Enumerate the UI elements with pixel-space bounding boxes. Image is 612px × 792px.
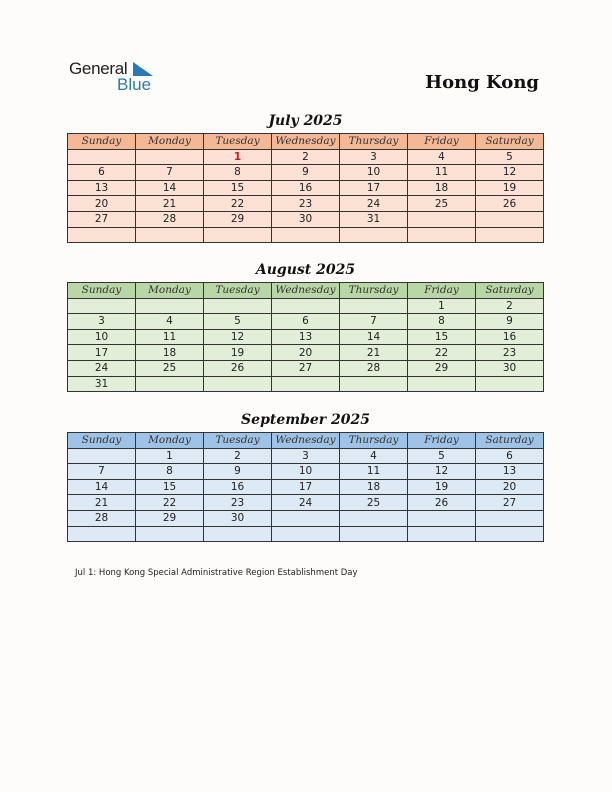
week-row <box>68 464 544 480</box>
empty-day-cell <box>204 526 272 542</box>
day-cell: 29 <box>136 510 204 526</box>
day-cell: 6 <box>68 165 136 181</box>
calendar-sep <box>67 432 544 542</box>
empty-day-cell <box>476 227 544 243</box>
day-cell: 2 <box>476 298 544 314</box>
weekday-header: Monday <box>136 134 204 150</box>
day-cell: 31 <box>340 211 408 227</box>
weekday-header: Saturday <box>476 283 544 299</box>
week-row <box>68 196 544 212</box>
day-cell: 8 <box>204 165 272 181</box>
day-cell: 12 <box>204 329 272 345</box>
week-row <box>68 360 544 376</box>
day-cell: 8 <box>136 464 204 480</box>
empty-day-cell <box>68 526 136 542</box>
day-cell: 19 <box>204 345 272 361</box>
day-cell: 11 <box>340 464 408 480</box>
day-cell: 30 <box>476 360 544 376</box>
week-row <box>68 149 544 165</box>
day-cell: 3 <box>68 314 136 330</box>
week-row <box>68 510 544 526</box>
day-cell: 10 <box>68 329 136 345</box>
day-cell: 21 <box>136 196 204 212</box>
weekday-header: Sunday <box>68 433 136 449</box>
day-cell: 4 <box>340 448 408 464</box>
day-cell: 6 <box>476 448 544 464</box>
day-cell: 14 <box>136 180 204 196</box>
empty-day-cell <box>204 376 272 392</box>
day-cell: 7 <box>340 314 408 330</box>
empty-day-cell <box>340 526 408 542</box>
empty-day-cell <box>476 526 544 542</box>
week-row <box>68 298 544 314</box>
day-cell: 20 <box>272 345 340 361</box>
month-title-sep: September 2025 <box>241 412 370 428</box>
day-cell: 28 <box>68 510 136 526</box>
day-cell: 13 <box>68 180 136 196</box>
day-cell: 2 <box>204 448 272 464</box>
week-row <box>68 165 544 181</box>
empty-day-cell <box>476 376 544 392</box>
logo-text-general: General <box>69 59 128 78</box>
day-cell: 19 <box>476 180 544 196</box>
empty-day-cell <box>340 298 408 314</box>
day-cell: 5 <box>476 149 544 165</box>
day-cell: 25 <box>136 360 204 376</box>
day-cell: 17 <box>68 345 136 361</box>
day-cell: 1 <box>408 298 476 314</box>
empty-day-cell <box>204 227 272 243</box>
day-cell: 12 <box>408 464 476 480</box>
weekday-header: Saturday <box>476 134 544 150</box>
day-cell: 4 <box>408 149 476 165</box>
day-cell: 10 <box>272 464 340 480</box>
week-row <box>68 526 544 542</box>
day-cell: 25 <box>408 196 476 212</box>
weekday-header: Friday <box>408 433 476 449</box>
day-cell: 27 <box>476 495 544 511</box>
day-cell: 1 <box>136 448 204 464</box>
empty-day-cell <box>68 227 136 243</box>
day-cell: 18 <box>136 345 204 361</box>
day-cell: 18 <box>340 479 408 495</box>
day-cell: 5 <box>408 448 476 464</box>
weekday-header-row <box>68 433 544 449</box>
day-cell: 29 <box>408 360 476 376</box>
week-row <box>68 448 544 464</box>
weekday-header-row <box>68 134 544 150</box>
day-cell: 27 <box>68 211 136 227</box>
day-cell: 21 <box>340 345 408 361</box>
day-cell: 23 <box>476 345 544 361</box>
calendar-jul <box>67 133 544 243</box>
day-cell: 16 <box>272 180 340 196</box>
day-cell: 25 <box>340 495 408 511</box>
weekday-header: Sunday <box>68 283 136 299</box>
day-cell: 14 <box>340 329 408 345</box>
logo-text-blue: Blue <box>117 75 152 94</box>
weekday-header: Friday <box>408 134 476 150</box>
weekday-header: Tuesday <box>204 283 272 299</box>
day-cell: 26 <box>476 196 544 212</box>
day-cell: 30 <box>204 510 272 526</box>
day-cell: 23 <box>204 495 272 511</box>
empty-day-cell <box>272 510 340 526</box>
day-cell: 22 <box>408 345 476 361</box>
empty-day-cell <box>408 211 476 227</box>
day-cell: 13 <box>476 464 544 480</box>
day-cell: 7 <box>68 464 136 480</box>
calendar-aug <box>67 282 544 392</box>
day-cell: 4 <box>136 314 204 330</box>
empty-day-cell <box>272 227 340 243</box>
day-cell: 26 <box>204 360 272 376</box>
brand-logo <box>69 59 152 94</box>
day-cell: 14 <box>68 479 136 495</box>
country-title: Hong Kong <box>425 72 539 93</box>
day-cell: 24 <box>340 196 408 212</box>
empty-day-cell <box>476 211 544 227</box>
weekday-header: Wednesday <box>272 433 340 449</box>
logo-triangle-icon <box>133 62 153 76</box>
week-row <box>68 345 544 361</box>
empty-day-cell <box>136 149 204 165</box>
day-cell: 6 <box>272 314 340 330</box>
empty-day-cell <box>68 448 136 464</box>
day-cell: 11 <box>136 329 204 345</box>
week-row <box>68 479 544 495</box>
empty-day-cell <box>68 298 136 314</box>
day-cell: 23 <box>272 196 340 212</box>
empty-day-cell <box>136 298 204 314</box>
day-cell: 1 <box>204 149 272 165</box>
day-cell: 8 <box>408 314 476 330</box>
weekday-header-row <box>68 283 544 299</box>
holiday-notes <box>75 568 358 578</box>
day-cell: 26 <box>408 495 476 511</box>
month-title-aug: August 2025 <box>255 262 356 278</box>
week-row <box>68 329 544 345</box>
empty-day-cell <box>476 510 544 526</box>
day-cell: 27 <box>272 360 340 376</box>
day-cell: 15 <box>136 479 204 495</box>
day-cell: 9 <box>204 464 272 480</box>
day-cell: 18 <box>408 180 476 196</box>
week-row <box>68 376 544 392</box>
day-cell: 5 <box>204 314 272 330</box>
empty-day-cell <box>272 376 340 392</box>
week-row <box>68 211 544 227</box>
day-cell: 22 <box>204 196 272 212</box>
empty-day-cell <box>408 376 476 392</box>
day-cell: 2 <box>272 149 340 165</box>
holiday-note: Jul 1: Hong Kong Special Administrative Region Establishment Day <box>75 568 358 578</box>
empty-day-cell <box>408 227 476 243</box>
weekday-header: Wednesday <box>272 134 340 150</box>
weekday-header: Thursday <box>340 433 408 449</box>
day-cell: 16 <box>204 479 272 495</box>
day-cell: 3 <box>272 448 340 464</box>
day-cell: 13 <box>272 329 340 345</box>
empty-day-cell <box>272 298 340 314</box>
weekday-header: Monday <box>136 283 204 299</box>
empty-day-cell <box>340 227 408 243</box>
weekday-header: Sunday <box>68 134 136 150</box>
weekday-header: Wednesday <box>272 283 340 299</box>
day-cell: 16 <box>476 329 544 345</box>
week-row <box>68 495 544 511</box>
day-cell: 3 <box>340 149 408 165</box>
day-cell: 15 <box>408 329 476 345</box>
day-cell: 29 <box>204 211 272 227</box>
day-cell: 19 <box>408 479 476 495</box>
weekday-header: Saturday <box>476 433 544 449</box>
empty-day-cell <box>272 526 340 542</box>
day-cell: 11 <box>408 165 476 181</box>
empty-day-cell <box>340 510 408 526</box>
day-cell: 21 <box>68 495 136 511</box>
day-cell: 7 <box>136 165 204 181</box>
day-cell: 24 <box>68 360 136 376</box>
empty-day-cell <box>204 298 272 314</box>
weekday-header: Tuesday <box>204 433 272 449</box>
day-cell: 15 <box>204 180 272 196</box>
weekday-header: Monday <box>136 433 204 449</box>
empty-day-cell <box>136 227 204 243</box>
empty-day-cell <box>136 376 204 392</box>
day-cell: 28 <box>340 360 408 376</box>
day-cell: 9 <box>476 314 544 330</box>
week-row <box>68 314 544 330</box>
day-cell: 31 <box>68 376 136 392</box>
day-cell: 9 <box>272 165 340 181</box>
day-cell: 17 <box>272 479 340 495</box>
weekday-header: Thursday <box>340 134 408 150</box>
empty-day-cell <box>136 526 204 542</box>
day-cell: 12 <box>476 165 544 181</box>
weekday-header: Thursday <box>340 283 408 299</box>
day-cell: 17 <box>340 180 408 196</box>
weekday-header: Tuesday <box>204 134 272 150</box>
empty-day-cell <box>408 510 476 526</box>
week-row <box>68 180 544 196</box>
empty-day-cell <box>68 149 136 165</box>
day-cell: 20 <box>68 196 136 212</box>
day-cell: 20 <box>476 479 544 495</box>
weekday-header: Friday <box>408 283 476 299</box>
day-cell: 10 <box>340 165 408 181</box>
empty-day-cell <box>408 526 476 542</box>
empty-day-cell <box>340 376 408 392</box>
month-title-jul: July 2025 <box>268 113 343 129</box>
day-cell: 22 <box>136 495 204 511</box>
day-cell: 24 <box>272 495 340 511</box>
week-row <box>68 227 544 243</box>
day-cell: 30 <box>272 211 340 227</box>
day-cell: 28 <box>136 211 204 227</box>
